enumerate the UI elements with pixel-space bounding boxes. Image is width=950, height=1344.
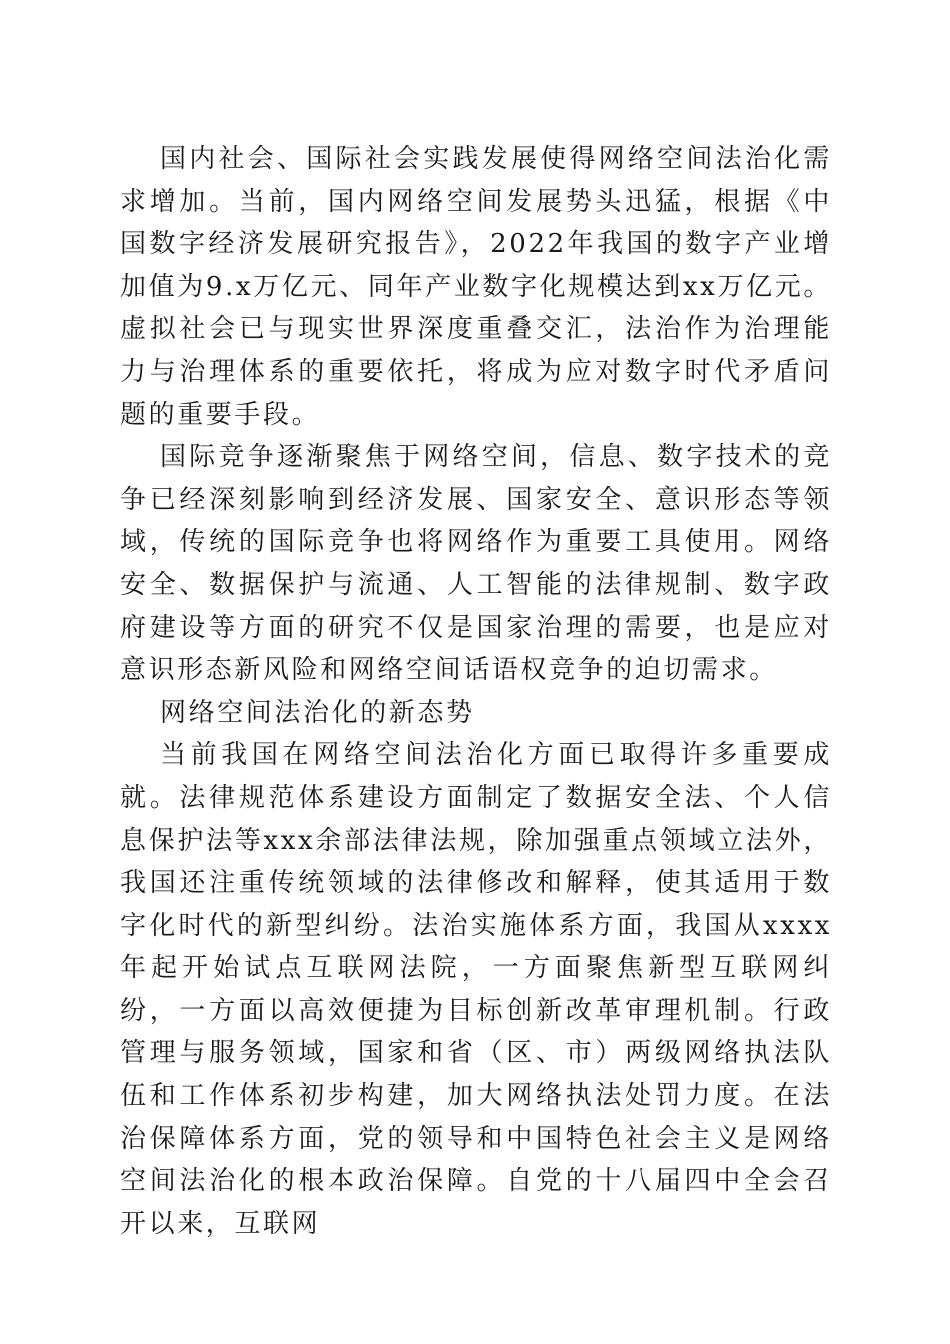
paragraph-international-competition: 国际竞争逐渐聚焦于网络空间，信息、数字技术的竞争已经深刻影响到经济发展、国家安全、意识形态等领域，传统的国际竞争也将网络作为重要工具使用。网络安全、数据保护与流通、人工智能的法律规制、数字政府建设等方面的研究不仅是国家治理的需要，也是应对意识形态新风险和网络空间话语权竞争的迫切需求。 — [120, 442, 832, 686]
document-page — [120, 138, 832, 1245]
section-heading: 网络空间法治化的新态势 — [160, 697, 475, 728]
paragraph-domestic-demand: 国内社会、国际社会实践发展使得网络空间法治化需求增加。当前，国内网络空间发展势头迅猛，根据《中国数字经济发展研究报告》，2022年我国的数字产业增加值为9.x万亿元、同年产业数字化规模达到xx万亿元。虚拟社会已与现实世界深度重叠交汇，法治作为治理能力与治理体系的重要依托，将成为应对数字时代矛盾问题的重要手段。 — [120, 144, 832, 430]
paragraph-achievements: 当前我国在网络空间法治化方面已取得许多重要成就。法律规范体系建设方面制定了数据安全法、个人信息保护法等xxx余部法律法规，除加强重点领域立法外，我国还注重传统领域的法律修改和解释，使其适用于数字化时代的新型纠纷。法治实施体系方面，我国从xxxx年起开始试点互联网法院，一方面聚焦新型互联网纠纷，一方面以高效便捷为目标创新改革审理机制。行政管理与服务领域，国家和省（区、市）两级网络执法队伍和工作体系初步构建，加大网络执法处罚力度。在法治保障体系方面，党的领导和中国特色社会主义是网络空间法治化的根本政治保障。自党的十八届四中全会召开以来，互联网 — [120, 740, 832, 1239]
